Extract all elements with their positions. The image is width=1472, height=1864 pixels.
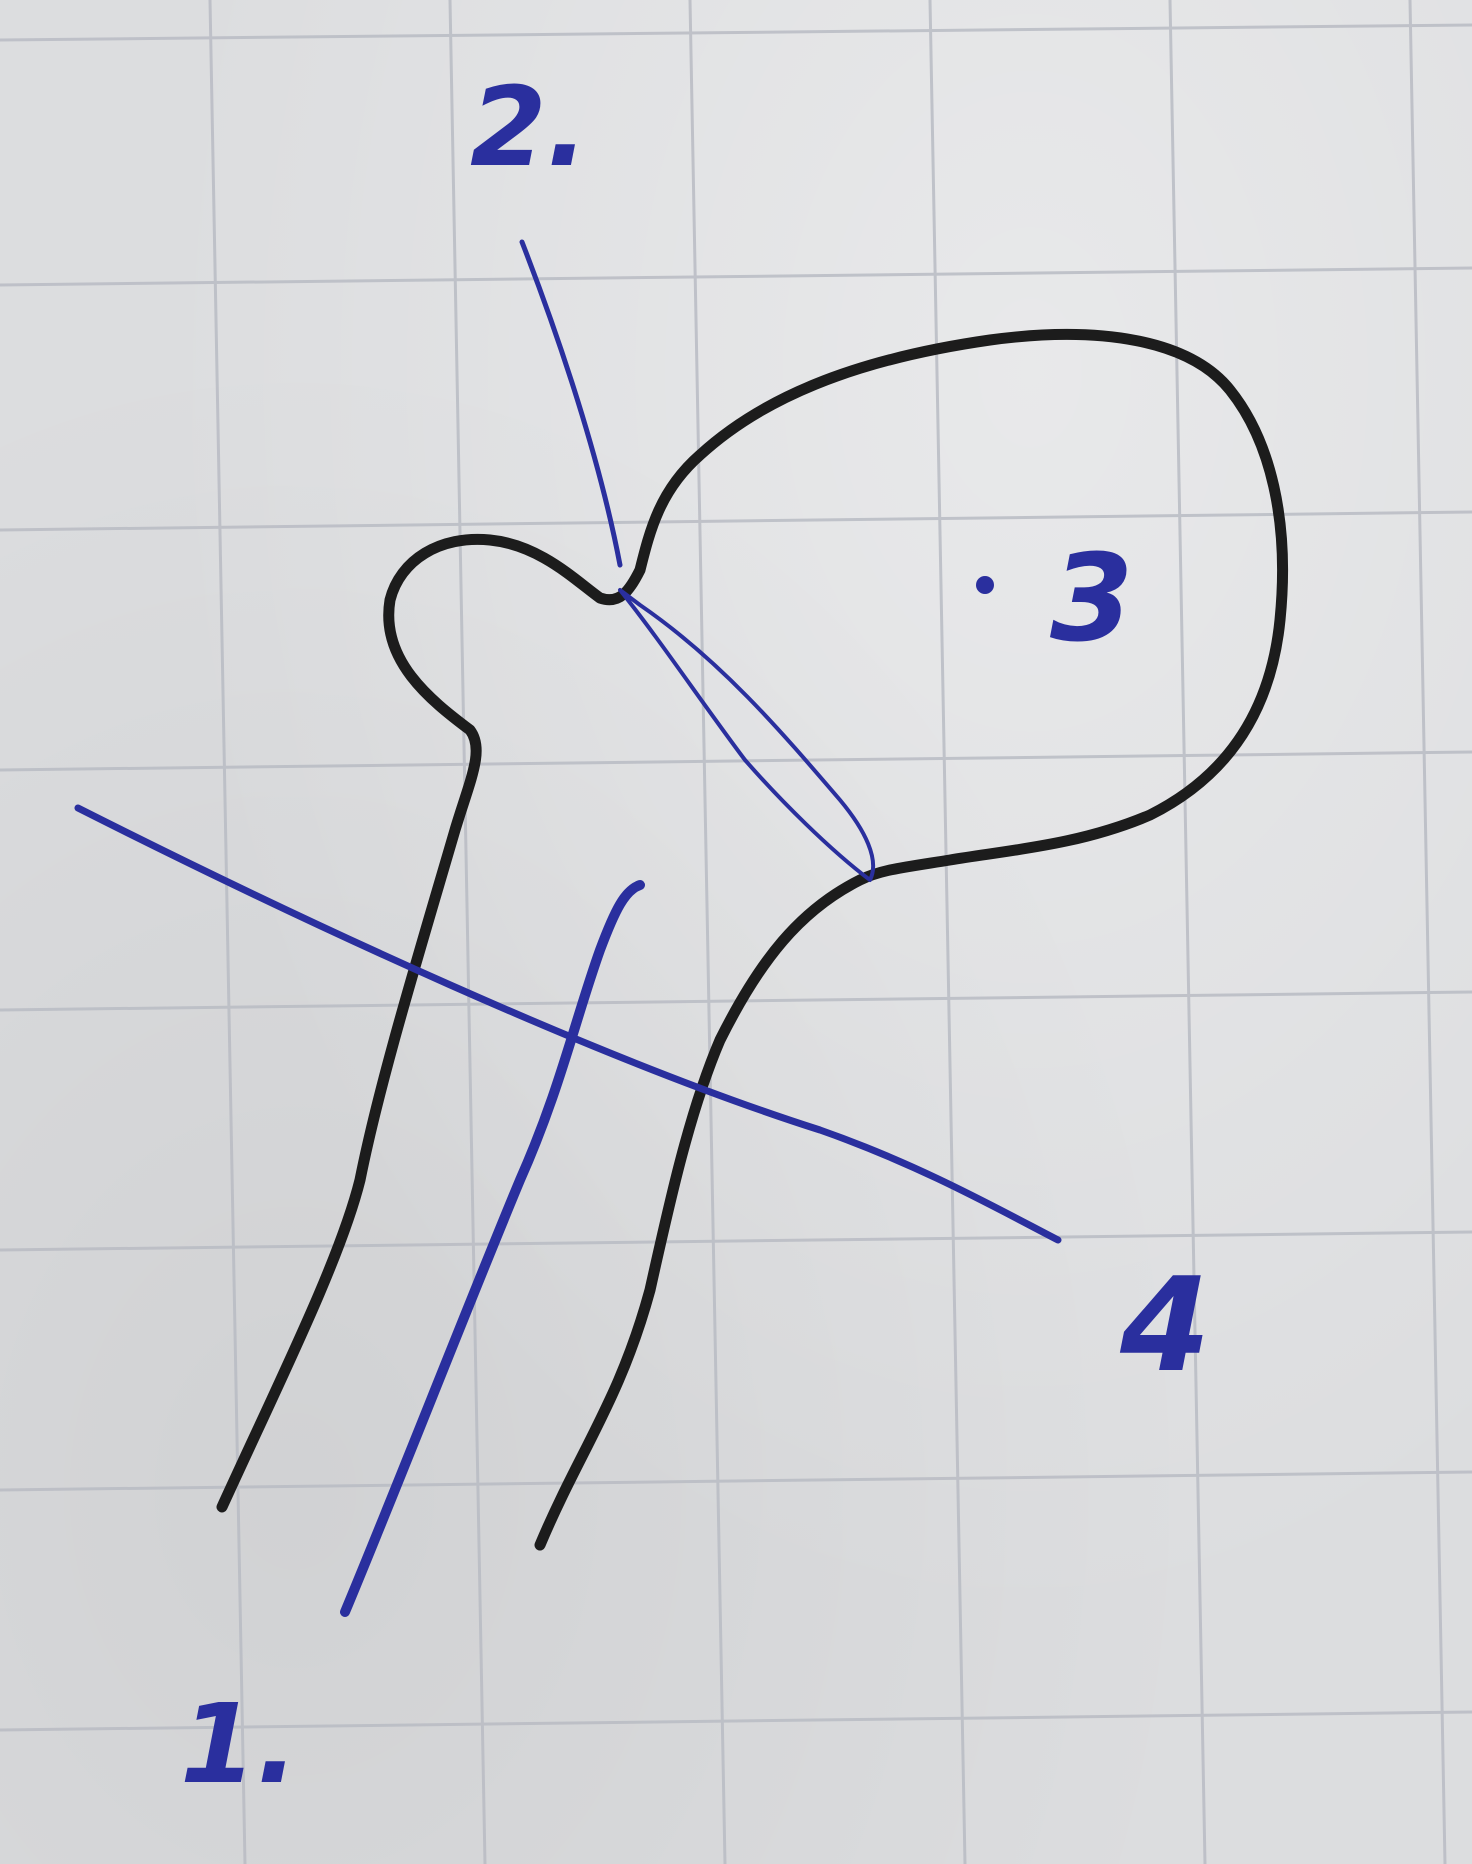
- annotations: [78, 242, 1058, 1612]
- label-1: 1.: [180, 1680, 299, 1808]
- label-4: 4: [1120, 1249, 1211, 1401]
- point-3-head-center: [976, 576, 994, 594]
- label-2: 2.: [470, 63, 589, 191]
- label-3: 3: [1050, 530, 1134, 669]
- line-2-pointer: [522, 242, 620, 565]
- neck-outline: [620, 590, 873, 880]
- line-1-shaft-axis: [345, 885, 640, 1612]
